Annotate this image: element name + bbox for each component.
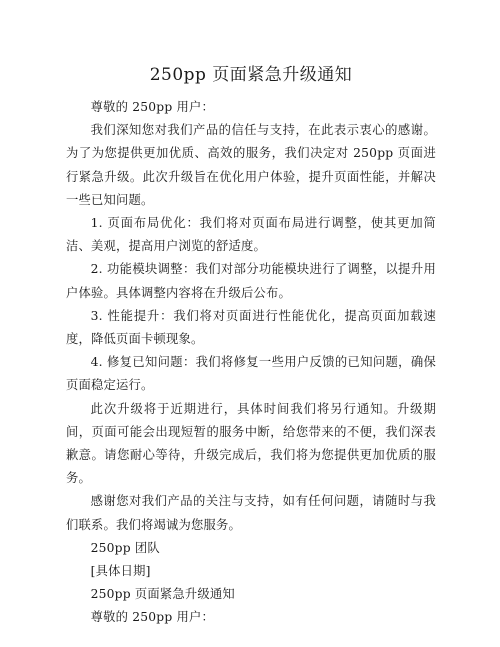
document-body bbox=[66, 96, 436, 630]
signature-date: [具体日期] bbox=[90, 564, 151, 579]
repeated-salutation: 尊敬的 250pp 用户： bbox=[90, 610, 215, 625]
schedule-paragraph: 此次升级将于近期进行，具体时间我们将另行通知。升级期间，页面可能会出现短暂的服务中断，给您带来的不便，我们深表歉意。请您耐心等待，升级完成后，我们将为您提供更加优质的服务。 bbox=[66, 401, 436, 486]
item-feature-adjustment: 2. 功能模块调整：我们对部分功能模块进行了调整，以提升用户体验。具体调整内容将在升级后公布。 bbox=[66, 262, 436, 300]
item-bug-fixes: 4. 修复已知问题：我们将修复一些用户反馈的已知问题，确保页面稳定运行。 bbox=[66, 355, 436, 393]
thanks-paragraph: 感谢您对我们产品的关注与支持，如有任何问题，请随时与我们联系。我们将竭诚为您服务。 bbox=[66, 494, 436, 532]
item-layout-optimization: 1. 页面布局优化：我们将对页面布局进行调整，使其更加简洁、美观，提高用户浏览的舒适度。 bbox=[66, 216, 436, 254]
signature-team: 250pp 团队 bbox=[90, 540, 160, 555]
repeated-title: 250pp 页面紧急升级通知 bbox=[90, 587, 235, 602]
intro-paragraph: 我们深知您对我们产品的信任与支持，在此表示衷心的感谢。为了为您提供更加优质、高效的服务，我们决定对 250pp 页面进行紧急升级。此次升级旨在优化用户体验，提升页面性能，并解决一些已知问题。 bbox=[66, 123, 436, 207]
salutation: 尊敬的 250pp 用户： bbox=[90, 100, 215, 114]
item-performance: 3. 性能提升：我们将对页面进行性能优化，提高页面加载速度，降低页面卡顿现象。 bbox=[66, 308, 436, 347]
document-title: 250pp 页面紧急升级通知 bbox=[149, 65, 353, 85]
